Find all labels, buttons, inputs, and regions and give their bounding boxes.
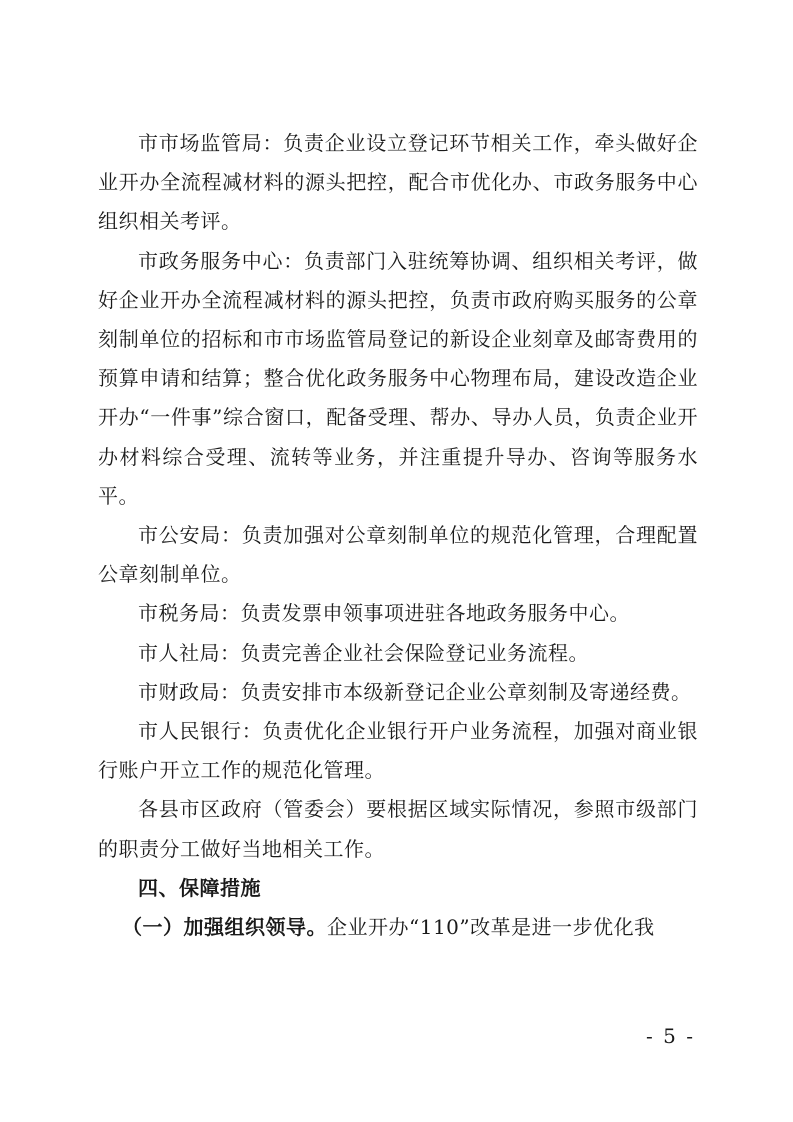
paragraph-finance-bureau: 市财政局：负责安排市本级新登记企业公章刻制及寄递经费。: [138, 679, 692, 704]
sub-heading-lead: （一）加强组织领导。: [122, 915, 327, 940]
paragraph-tax-bureau: 市税务局：负责发票申领事项进驻各地政务服务中心。: [138, 601, 630, 626]
sub-heading-paragraph: [98, 908, 698, 947]
paragraph-public-security: 市公安局：负责加强对公章刻制单位的规范化管理，合理配置公章刻制单位。: [98, 523, 698, 587]
document-body: [98, 124, 698, 947]
paragraph-government-service-center: 市政务服务中心：负责部门入驻统筹协调、组织相关考评，做好企业开办全流程减材料的源头把控，负责市政府购买服务的公章刻制单位的招标和市市场监管局登记的新设企业刻章及邮寄费用的预算申请和结算；整合优化政务服务中心物理布局，建设改造企业开办“一件事”综合窗口，配备受理、帮办、导办人员，负责企业开办材料综合受理、流转等业务，并注重提升导办、咨询等服务水平。: [98, 248, 698, 508]
paragraph-county-governments: 各县市区政府（管委会）要根据区域实际情况，参照市级部门的职责分工做好当地相关工作。: [98, 797, 698, 861]
page-number: - 5 -: [646, 1024, 695, 1048]
section-heading: 四、保障措施: [138, 875, 261, 900]
paragraph-market-supervision: 市市场监管局：负责企业设立登记环节相关工作，牵头做好企业开办全流程减材料的源头把控，配合市优化办、市政务服务中心组织相关考评。: [98, 131, 698, 234]
paragraph-human-resources: 市人社局：负责完善企业社会保险登记业务流程。: [138, 640, 589, 665]
sub-heading-text: 企业开办“110”改革是进一步优化我: [327, 915, 655, 940]
paragraph-peoples-bank: 市人民银行：负责优化企业银行开户业务流程，加强对商业银行账户开立工作的规范化管理。: [98, 719, 698, 783]
